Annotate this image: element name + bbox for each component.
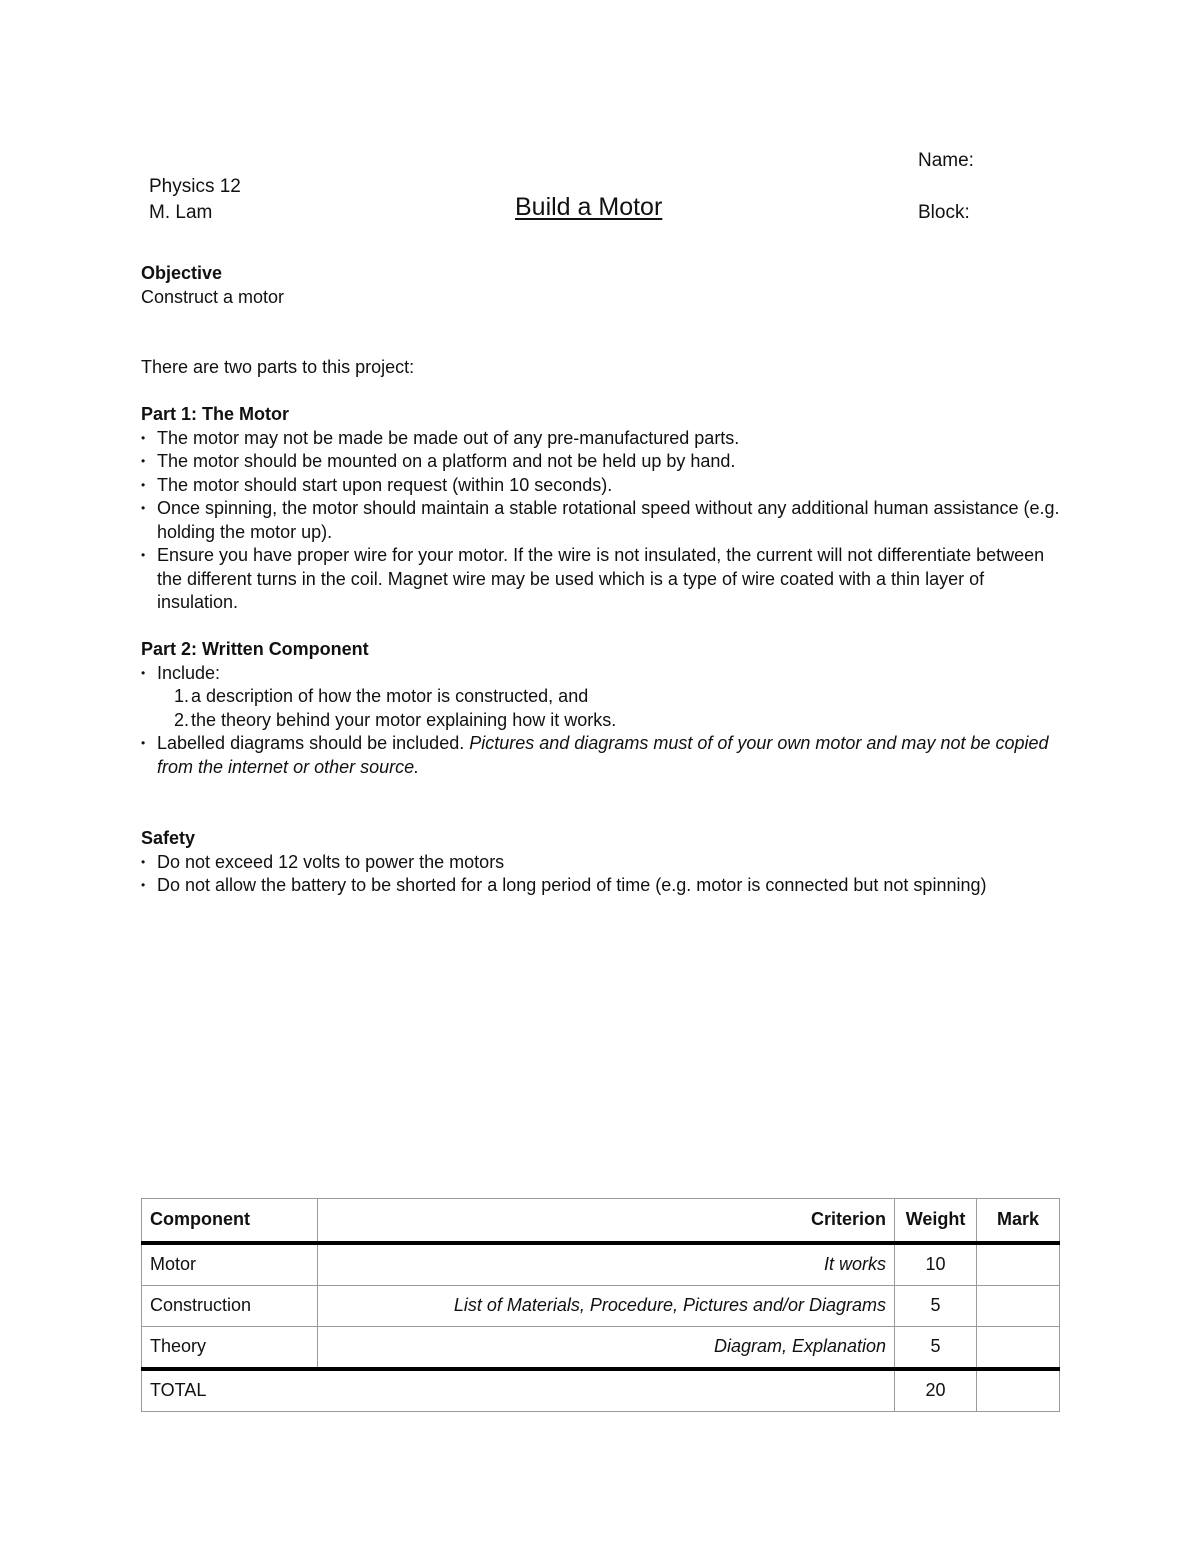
component-cell: Motor xyxy=(142,1243,318,1286)
total-weight: 20 xyxy=(895,1369,977,1412)
weight-cell: 10 xyxy=(895,1243,977,1286)
weight-cell: 5 xyxy=(895,1327,977,1370)
intro-text: There are two parts to this project: xyxy=(141,357,415,377)
diagrams-text: Labelled diagrams should be included. xyxy=(157,733,465,753)
column-header-component: Component xyxy=(142,1199,318,1244)
numbered-item xyxy=(141,709,1061,733)
list-item: • Do not allow the battery to be shorted for a long period of time (e.g. motor is connected but not spinning) xyxy=(141,874,1061,898)
total-row xyxy=(142,1369,1060,1412)
part2-list xyxy=(141,662,1061,686)
table-row xyxy=(142,1286,1060,1327)
safety-section xyxy=(141,827,1061,898)
safety-heading: Safety xyxy=(141,828,196,848)
component-cell: Construction xyxy=(142,1286,318,1327)
list-item: • The motor should be mounted on a platform and not be held up by hand. xyxy=(141,450,1061,474)
part2-numbered-list xyxy=(141,685,1061,732)
part1-section xyxy=(141,403,1061,615)
part1-list xyxy=(141,427,1061,615)
page-title: Build a Motor xyxy=(515,193,663,221)
item-number: 2. xyxy=(174,709,190,730)
safety-list xyxy=(141,851,1061,898)
criterion-cell: It works xyxy=(317,1243,894,1286)
include-label: Include: xyxy=(157,662,221,683)
mark-cell[interactable] xyxy=(977,1243,1060,1286)
criterion-cell: Diagram, Explanation xyxy=(317,1327,894,1370)
list-item: • Ensure you have proper wire for your motor. If the wire is not insulated, the current will not differentiate between the different turns in the coil. Magnet wire may be used which is a type of wire coated with a thin layer of insulation. xyxy=(141,544,1061,615)
total-label: TOTAL xyxy=(142,1369,895,1412)
objective-section xyxy=(141,262,1061,309)
list-item xyxy=(141,732,1061,779)
table-row xyxy=(142,1243,1060,1286)
rubric-table xyxy=(141,1198,1060,1412)
column-header-criterion: Criterion xyxy=(317,1199,894,1244)
list-item xyxy=(141,662,1061,686)
list-item: • Do not exceed 12 volts to power the motors xyxy=(141,851,1061,875)
list-item: • Once spinning, the motor should maintain a stable rotational speed without any additional human assistance (e.g. holding the motor up). xyxy=(141,497,1061,544)
block-label: Block: xyxy=(918,202,970,223)
name-label: Name: xyxy=(918,150,974,171)
weight-cell: 5 xyxy=(895,1286,977,1327)
criterion-cell: List of Materials, Procedure, Pictures and/or Diagrams xyxy=(317,1286,894,1327)
item-number: 1. xyxy=(174,686,190,706)
list-item: • The motor may not be made be made out of any pre-manufactured parts. xyxy=(141,427,1061,451)
list-item: • The motor should start upon request (within 10 seconds). xyxy=(141,474,1061,498)
part1-heading: Part 1: The Motor xyxy=(141,404,290,424)
numbered-item xyxy=(141,685,1061,709)
item-text: the theory behind your motor explaining how it works. xyxy=(191,709,617,730)
item-text: a description of how the motor is constructed, and xyxy=(191,686,589,706)
diagrams-note: Pictures and diagrams must of of your own motor and may not be copied from the internet or other source. xyxy=(157,733,1049,777)
objective-heading: Objective xyxy=(141,263,223,283)
course-name: Physics 12 xyxy=(149,176,241,197)
column-header-weight: Weight xyxy=(895,1199,977,1244)
component-cell: Theory xyxy=(142,1327,318,1370)
part2-section xyxy=(141,638,1061,779)
table-header-row xyxy=(142,1199,1060,1244)
mark-cell[interactable] xyxy=(977,1286,1060,1327)
part2-list-continued xyxy=(141,732,1061,779)
teacher-name: M. Lam xyxy=(149,202,213,223)
total-mark[interactable] xyxy=(977,1369,1060,1412)
mark-cell[interactable] xyxy=(977,1327,1060,1370)
objective-text: Construct a motor xyxy=(141,286,285,307)
column-header-mark: Mark xyxy=(977,1199,1060,1244)
part2-heading: Part 2: Written Component xyxy=(141,639,369,659)
table-row xyxy=(142,1327,1060,1370)
